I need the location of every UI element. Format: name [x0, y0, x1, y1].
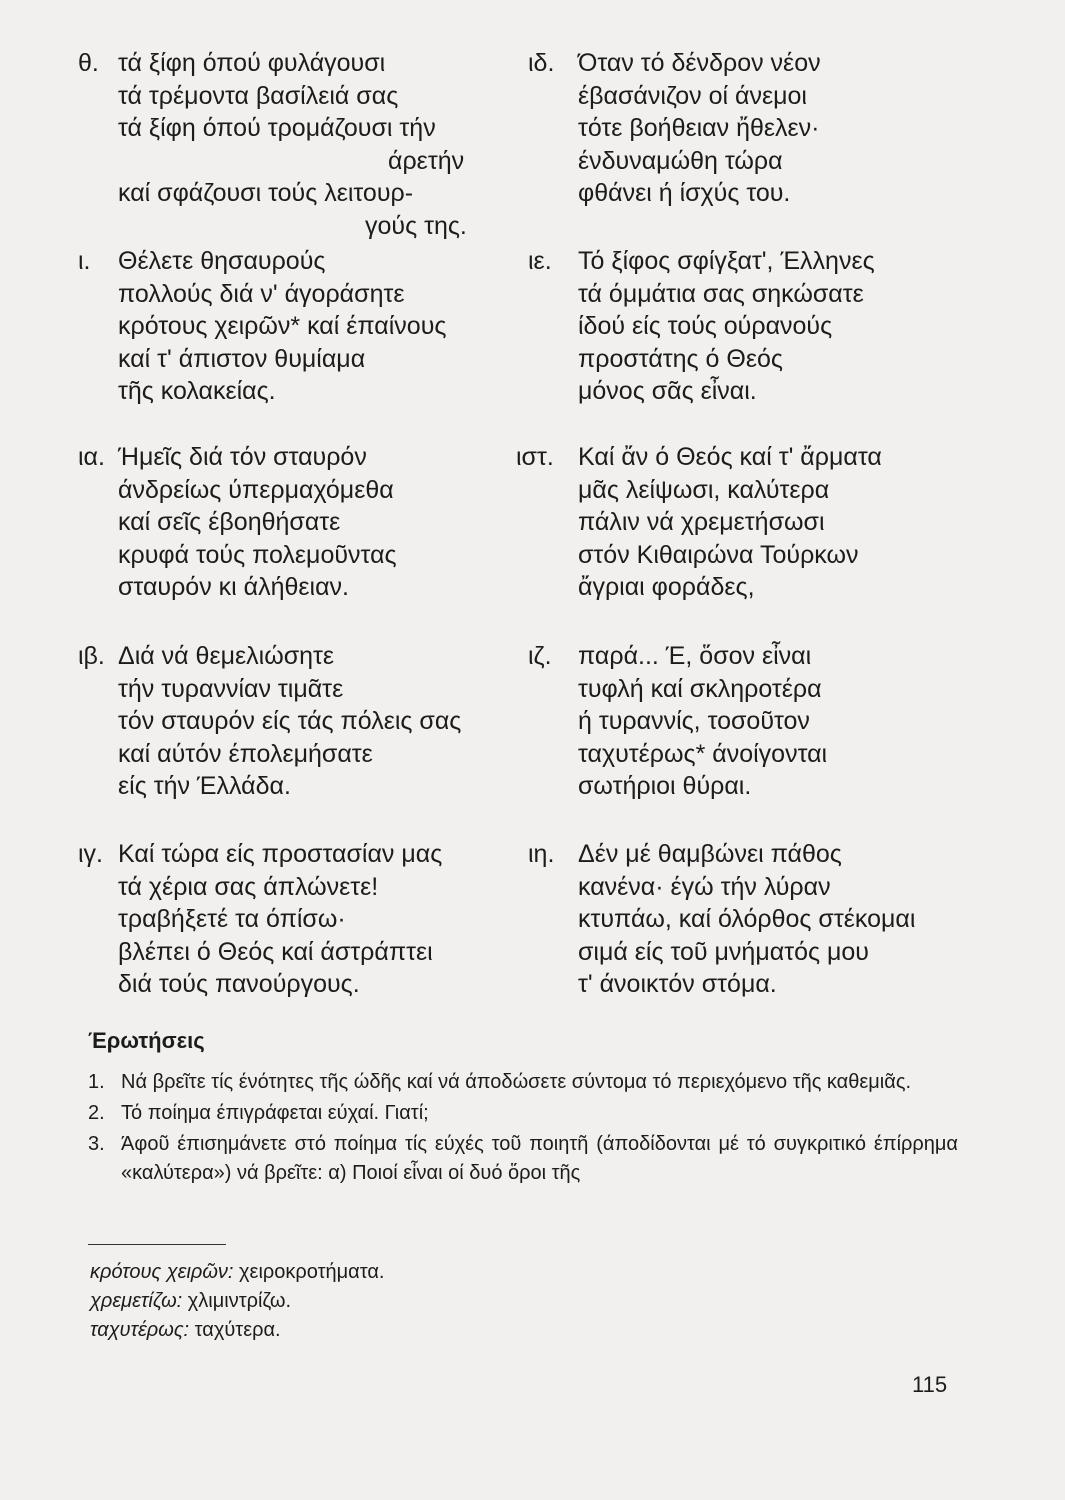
footnote-definition: χλιμιντρίζω.: [187, 1290, 292, 1312]
question-number: 1.: [88, 1071, 105, 1093]
verse-line: τά ξίφη όπού τρομάζουσι τήν: [118, 114, 436, 142]
stanza-number: ιδ.: [528, 49, 555, 77]
verse-line: Όταν τό δένδρον νέον: [578, 49, 821, 77]
questions-heading: Έρωτήσεις: [88, 1028, 205, 1053]
verse-line: ἄγριαι φοράδες,: [578, 573, 755, 601]
verse-line: πάλιν νά χρεμετήσωσι: [578, 508, 825, 536]
footnote-term: χρεμετίζω:: [90, 1290, 188, 1312]
verse-line: μόνος σᾶς εἶναι.: [578, 377, 757, 405]
question-number: 2.: [88, 1102, 105, 1124]
questions-list: [88, 1068, 958, 1190]
verse-line: τά όμμάτια σας σηκώσατε: [578, 279, 864, 308]
footnote-item: [90, 1287, 384, 1316]
footnote-definition: χειροκροτήματα.: [239, 1261, 385, 1283]
verse-line: Τό ξίφος σφίγξατ', Έλληνες: [578, 247, 875, 275]
verse-line: καί τ' άπιστον θυμίαμα: [118, 344, 366, 373]
footnote-definition: ταχύτερα.: [194, 1319, 281, 1341]
stanza-number: ιγ.: [78, 840, 103, 868]
verse-line: καί σφάζουσι τούς λειτουρ-: [118, 179, 414, 207]
stanza-number: ιε.: [528, 247, 552, 275]
footnote-item: [90, 1316, 384, 1345]
stanza-number: ιζ.: [528, 642, 552, 670]
verse-line: τραβήξετέ τα όπίσω·: [118, 905, 346, 933]
verse-line: τότε βοήθειαν ἤθελεν·: [578, 114, 820, 142]
verse-line: τά τρέμοντα βασίλειά σας: [118, 81, 399, 110]
verse-line: καί σεῖς έβοηθήσατε: [118, 508, 341, 536]
verse-line: ίδού είς τούς ούρανούς: [578, 312, 833, 340]
footnotes: [90, 1258, 384, 1345]
footnote-item: [90, 1258, 384, 1287]
verse-line: φθάνει ή ίσχύς του.: [578, 179, 791, 207]
verse-line: προστάτης ό Θεός: [578, 344, 783, 373]
verse-line: σταυρόν κι άλήθειαν.: [118, 573, 350, 601]
stanza-number: ιστ.: [516, 443, 554, 471]
verse-line: τ' άνοικτόν στόμα.: [578, 970, 777, 998]
question-item: [88, 1130, 958, 1188]
verse-line: μᾶς λείψωσι, καλύτερα: [578, 475, 830, 504]
question-text: Τό ποίημα έπιγράφεται εύχαί. Γιατί;: [121, 1102, 429, 1124]
stanza-number: θ.: [78, 49, 99, 77]
footnote-term: ταχυτέρως:: [90, 1319, 195, 1341]
verse-line: Καί ἄν ό Θεός καί τ' ἄρματα: [578, 443, 882, 471]
verse-line: Καί τώρα είς προστασίαν μας: [118, 840, 443, 868]
verse-line: Δέν μέ θαμβώνει πάθος: [578, 840, 842, 868]
verse-line: κτυπάω, καί όλόρθος στέκομαι: [578, 905, 916, 933]
verse-line: τυφλή καί σκληροτέρα: [578, 674, 822, 703]
stanza-number: ι.: [78, 247, 91, 275]
question-text: Άφοῦ έπισημάνετε στό ποίημα τίς εύχές τοῦ ποιητῆ (άποδίδονται μέ τό συγκριτικό έπίρρημα «καλύτερα») νά βρεῖτε: α) Ποιοί εἶναι οί δυό ὅροι τῆς: [121, 1133, 958, 1184]
verse-line: ταχυτέρως* άνοίγονται: [578, 739, 828, 768]
verse-line: κανένα· έγώ τήν λύραν: [578, 872, 831, 901]
verse-line: γούς της.: [365, 211, 467, 240]
footnote-divider: [88, 1244, 226, 1245]
verse-line: κρότους χειρῶν* καί έπαίνους: [118, 312, 447, 340]
verse-line: πολλούς διά ν' άγοράσητε: [118, 279, 405, 308]
verse-line: Ήμεῖς διά τόν σταυρόν: [118, 443, 367, 471]
stanza-number: ιβ.: [78, 642, 105, 670]
page-number: 115: [912, 1372, 948, 1397]
question-item: [88, 1099, 958, 1128]
verse-line: Διά νά θεμελιώσητε: [118, 642, 335, 670]
verse-line: έβασάνιζον οί άνεμοι: [578, 81, 807, 110]
verse-line: τόν σταυρόν είς τάς πόλεις σας: [118, 707, 462, 735]
verse-line: τά χέρια σας άπλώνετε!: [118, 872, 379, 901]
verse-line: ή τυραννίς, τοσοῦτον: [578, 707, 810, 735]
verse-line: σωτήριοι θύραι.: [578, 772, 752, 800]
question-item: [88, 1068, 958, 1097]
verse-line: διά τούς πανούργους.: [118, 970, 360, 998]
verse-line: τῆς κολακείας.: [118, 377, 276, 405]
verse-line: τά ξίφη όπού φυλάγουσι: [118, 49, 386, 77]
stanza-number: ια.: [78, 443, 105, 471]
footnote-term: κρότους χειρῶν:: [90, 1261, 240, 1283]
verse-line: άνδρείως ύπερμαχόμεθα: [118, 475, 394, 504]
verse-line: Θέλετε θησαυρούς: [118, 247, 326, 275]
verse-line: άρετήν: [388, 146, 465, 175]
verse-line: παρά... Έ, ὅσον εἶναι: [578, 642, 812, 670]
verse-line: καί αύτόν έπολεμήσατε: [118, 739, 373, 768]
verse-line: βλέπει ό Θεός καί άστράπτει: [118, 937, 433, 966]
question-text: Νά βρεῖτε τίς ένότητες τῆς ώδῆς καί νά άποδώσετε σύντομα τό περιεχόμενο τῆς καθεμιᾶς.: [121, 1071, 912, 1093]
verse-line: ένδυναμώθη τώρα: [578, 146, 783, 175]
stanza-number: ιη.: [528, 840, 555, 868]
question-number: 3.: [88, 1133, 105, 1155]
verse-line: σιμά είς τοῦ μνήματός μου: [578, 937, 869, 966]
verse-line: κρυφά τούς πολεμοῦντας: [118, 540, 397, 569]
verse-line: στόν Κιθαιρώνα Τούρκων: [578, 540, 859, 569]
verse-line: τήν τυραννίαν τιμᾶτε: [118, 674, 344, 703]
verse-line: είς τήν Έλλάδα.: [118, 772, 291, 800]
